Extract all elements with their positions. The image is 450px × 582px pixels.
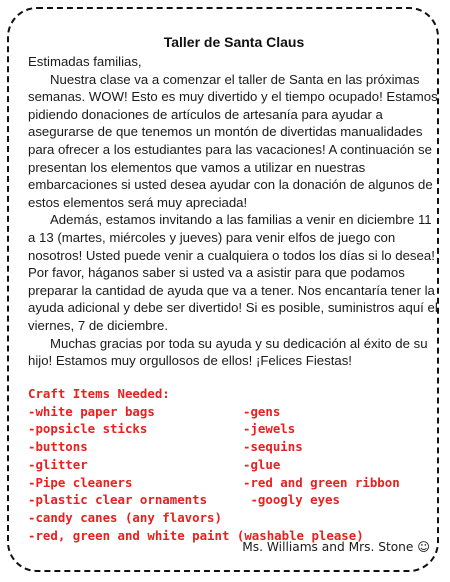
craft-item-left: -plastic clear ornaments <box>28 492 208 508</box>
paragraph-invitation: Además, estamos invitando a las familias a venir en diciembre 11 a 13 (martes, miércoles y jueves) para venir elfos de juego con nosotros! Usted puede venir a cualquiera o todos los días si lo desea! Por favor, háganos saber si usted va a asistir para que podamos preparar la cantidad de ayuda que va a tener. Nos encantaría tener la ayuda adicional y debe ser divertido! Si es posible, suministros aquí el viernes, 7 de diciembre. <box>28 212 438 333</box>
craft-item-right: -glue <box>243 456 281 472</box>
list-item: -candy canes (any flavors) <box>28 509 222 525</box>
craft-item-right: -jewels <box>243 421 296 437</box>
list-item <box>28 456 440 474</box>
signature: Ms. Williams and Mrs. Stone ☺ <box>242 540 430 554</box>
craft-item-right: -sequins <box>243 439 303 455</box>
list-item <box>28 438 440 456</box>
list-item: -red, green and white paint (washable please) <box>28 527 364 543</box>
list-item <box>28 474 440 492</box>
craft-heading: Craft Items Needed: <box>28 386 170 401</box>
craft-item-left: -Pipe cleaners <box>28 474 133 490</box>
craft-items-list <box>28 385 440 544</box>
paragraph-thanks: Muchas gracias por toda su ayuda y su dedicación al éxito de su hijo! Estamos muy orgullosos de ellos! ¡Felices Fiestas! <box>28 335 428 369</box>
letter-body <box>28 53 440 370</box>
craft-item-right: -red and green ribbon <box>243 474 400 490</box>
page-title: Taller de Santa Claus <box>163 34 305 50</box>
craft-item-right: -googly eyes <box>243 492 340 508</box>
list-item <box>28 491 440 509</box>
paragraph-workshop: Nuestra clase va a comenzar el taller de Santa en las próximas semanas. WOW! Esto es muy divertido y el tiempo ocupado! Estamos pidiendo donaciones de artículos de artesanía para ayudar a asegurarse de que tenemos un montón de divertidas manualidades para ofrecer a los estudiantes para las vacaciones! A continuación se presentan los elementos que vamos a utilizar en nuestras embarcaciones si usted desea ayudar con la donación de algunos de estos elementos será muy apreciada! <box>28 71 438 210</box>
craft-item-left: -popsicle sticks <box>28 421 148 437</box>
craft-item-left: -glitter <box>28 456 88 472</box>
list-item <box>28 420 440 438</box>
list-item <box>28 403 440 421</box>
craft-item-left: -white paper bags <box>28 403 155 419</box>
craft-item-right: -gens <box>243 403 281 419</box>
greeting: Estimadas familias, <box>28 54 142 69</box>
craft-item-left: -buttons <box>28 439 88 455</box>
